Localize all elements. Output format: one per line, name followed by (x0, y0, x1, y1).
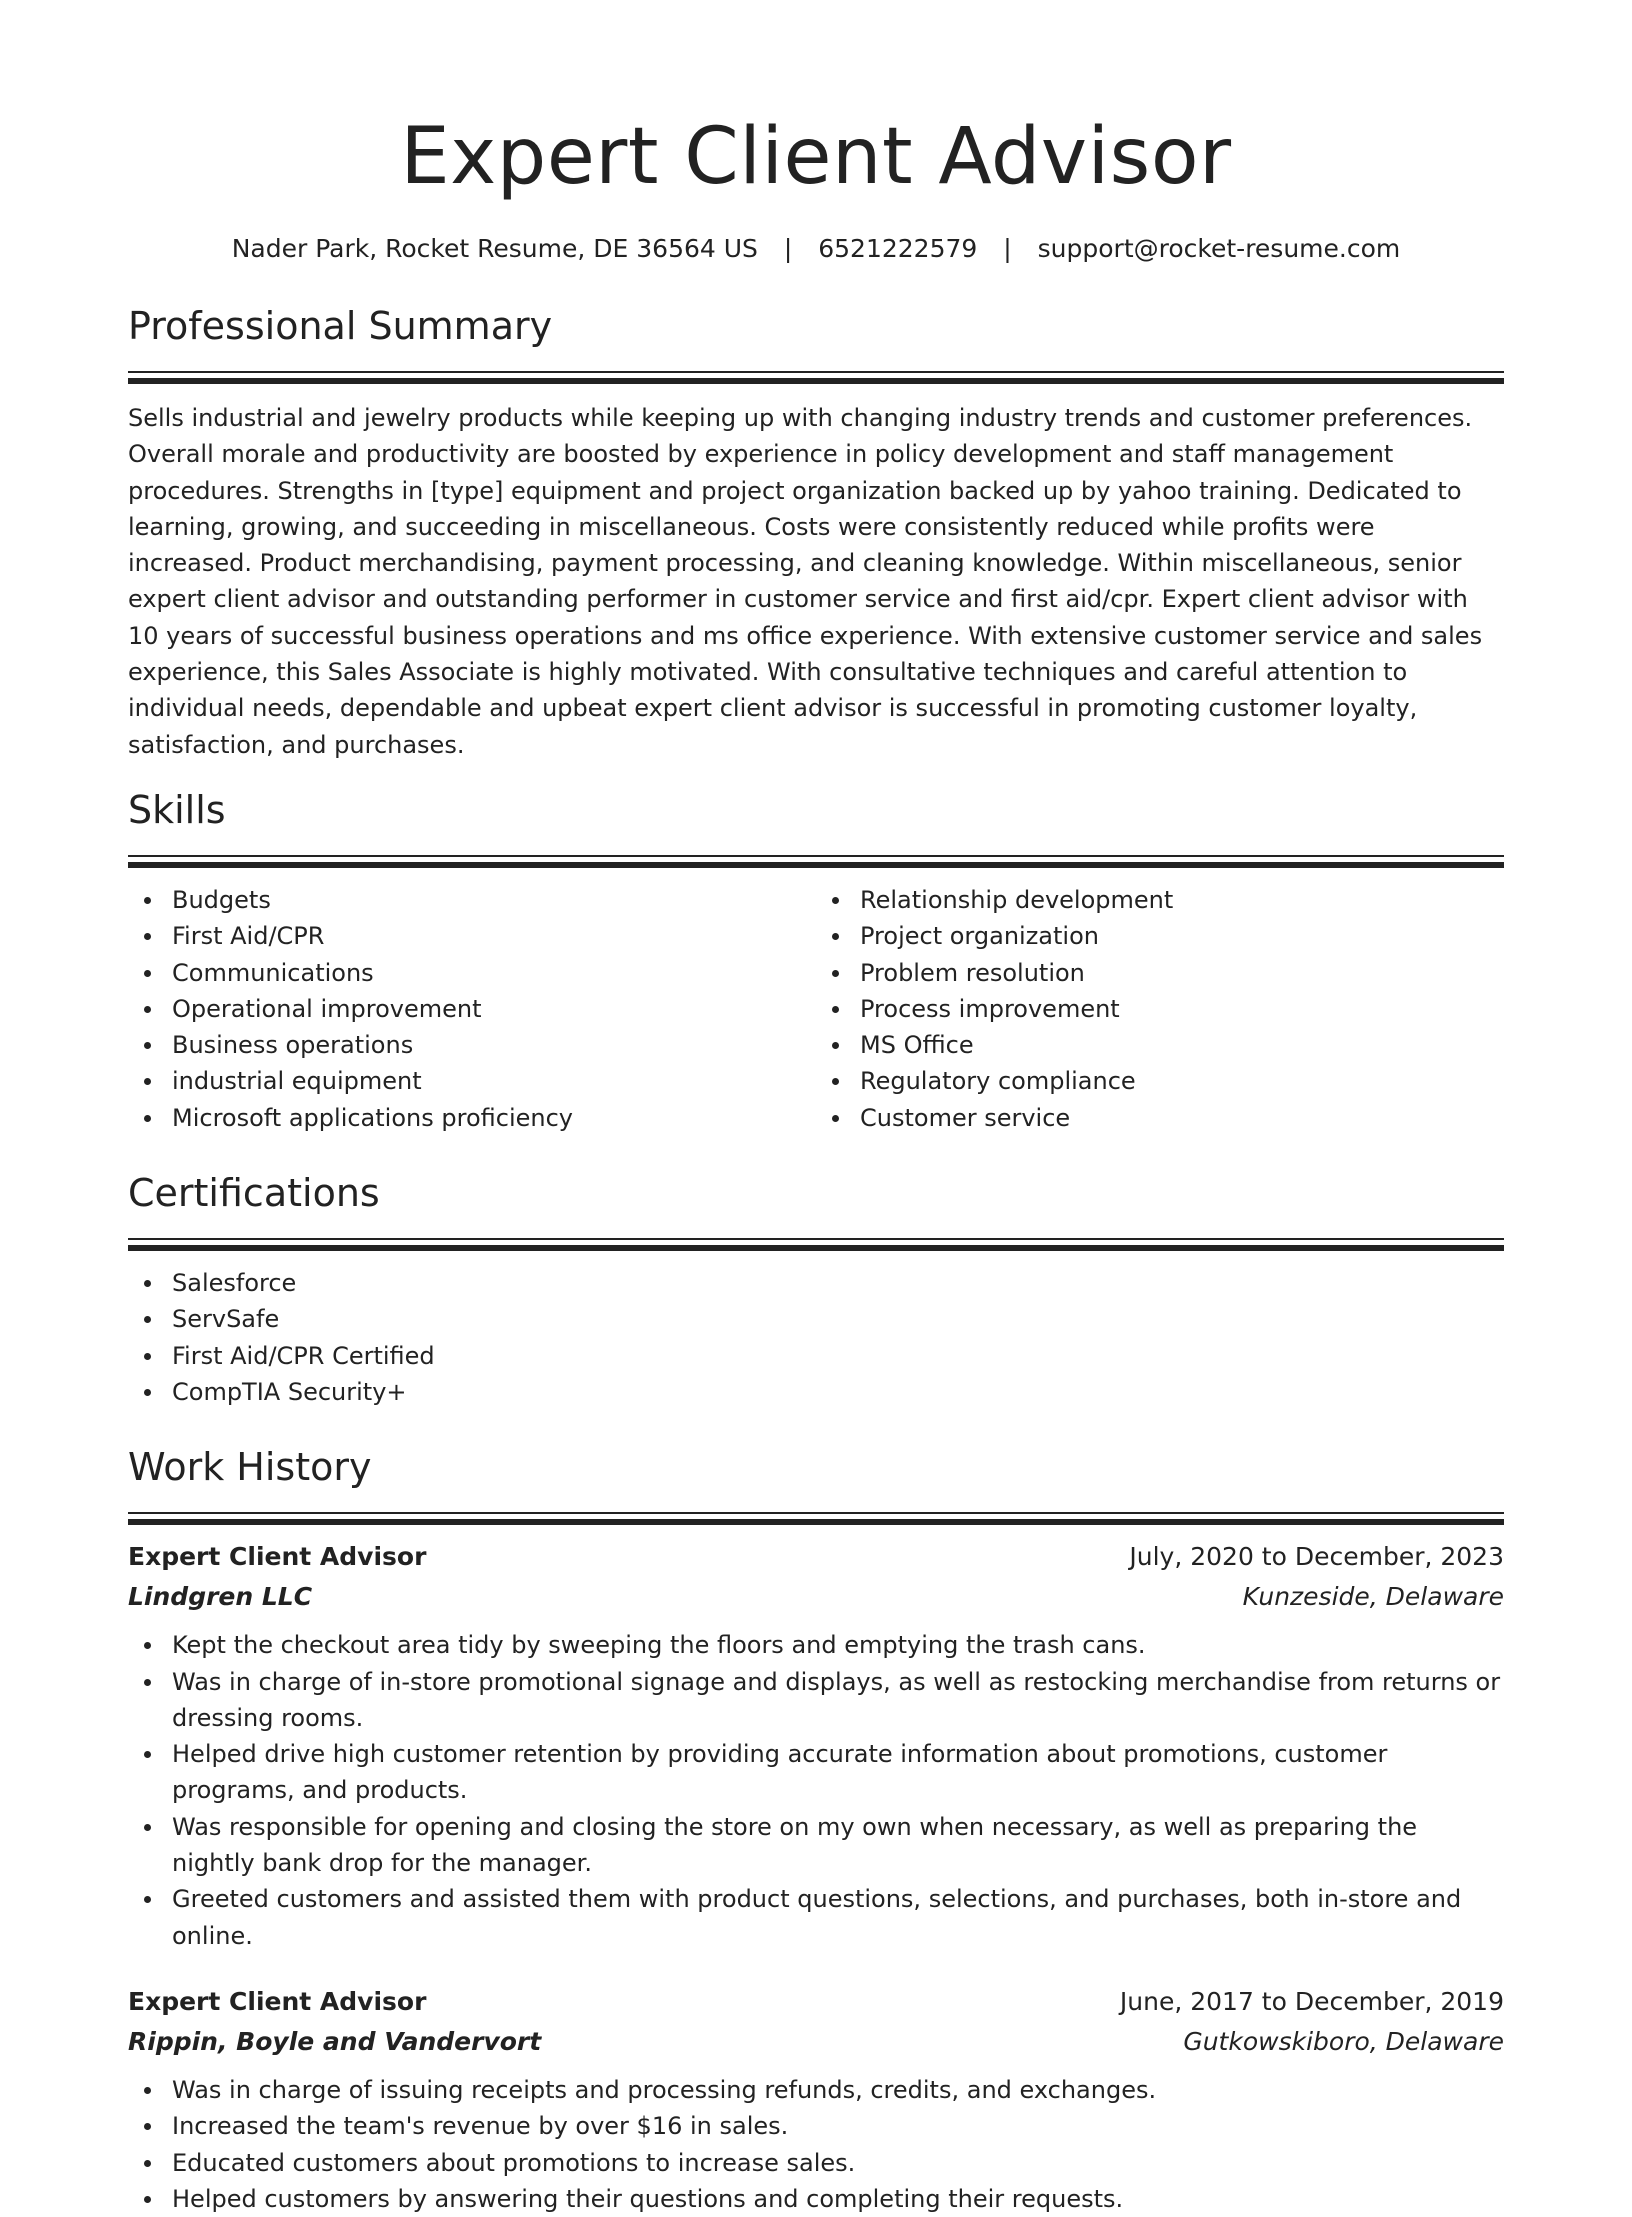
summary-text: Sells industrial and jewelry products while keeping up with changing industry trends and customer preferences. Overall morale and productivity are boosted by experience in policy development and staff management procedures. Strengths in [type] equipment and project organization backed up by yahoo training. Dedicated to learning, growing, and succeeding in miscellaneous. Costs were consistently reduced while profits were increased. Product merchandising, payment processing, and cleaning knowledge. Within miscellaneous, senior expert client advisor and outstanding performer in customer service and first aid/cpr. Expert client advisor with 10 years of successful business operations and ms office experience. With extensive customer service and sales experience, this Sales Associate is highly motivated. With consultative techniques and careful attention to individual needs, dependable and upbeat expert client advisor is successful in promoting customer loyalty, satisfaction, and purchases. (128, 404, 1483, 759)
job-subheader (128, 2022, 1504, 2062)
skill-item: Operational improvement (172, 991, 816, 1027)
section-title-certifications: Certifications (128, 1171, 380, 1216)
skill-item: Problem resolution (860, 955, 1504, 991)
section-divider (128, 1512, 1504, 1527)
job-bullets (128, 2072, 1504, 2217)
job-bullet: Kept the checkout area tidy by sweeping the floors and emptying the trash cans. (172, 1627, 1504, 1663)
job-company: Lindgren LLC (128, 1582, 313, 1612)
contact-address: Nader Park, Rocket Resume, DE 36564 US (231, 234, 758, 263)
job-bullet: Was in charge of issuing receipts and processing refunds, credits, and exchanges. (172, 2072, 1504, 2108)
skill-item: Communications (172, 955, 816, 991)
skill-item: Customer service (860, 1100, 1504, 1136)
skill-item: industrial equipment (172, 1063, 816, 1099)
certifications-section (128, 1171, 1504, 1410)
skills-list-left (128, 882, 816, 1136)
certification-item: Salesforce (172, 1265, 1504, 1301)
job-entry (128, 1982, 1504, 2217)
skill-item: Budgets (172, 882, 816, 918)
work-history-section (128, 1445, 1504, 2217)
certification-item: First Aid/CPR Certified (172, 1338, 1504, 1374)
job-entry (128, 1537, 1504, 1954)
job-bullet: Increased the team's revenue by over $16 in sales. (172, 2108, 1504, 2144)
skill-item: MS Office (860, 1027, 1504, 1063)
job-bullet: Was responsible for opening and closing the store on my own when necessary, as well as preparing the nightly bank drop for the manager. (172, 1809, 1504, 1882)
job-subheader (128, 1577, 1504, 1617)
job-bullet: Helped drive high customer retention by providing accurate information about promotions, customer programs, and products. (172, 1736, 1504, 1809)
skill-item: Project organization (860, 918, 1504, 954)
certification-item: CompTIA Security+ (172, 1374, 1504, 1410)
job-bullet: Educated customers about promotions to increase sales. (172, 2145, 1504, 2181)
skill-item: Relationship development (860, 882, 1504, 918)
contact-separator: | (783, 234, 793, 263)
skills-section (128, 787, 1504, 1136)
contact-separator: | (1003, 234, 1012, 263)
contact-line (128, 234, 1504, 263)
skill-item: Business operations (172, 1027, 816, 1063)
job-dates: July, 2020 to December, 2023 (1129, 1542, 1504, 1572)
contact-phone: 6521222579 (818, 234, 978, 263)
skill-item: Process improvement (860, 991, 1504, 1027)
skills-list-right (816, 882, 1504, 1136)
job-location: Gutkowskiboro, Delaware (1183, 2026, 1504, 2056)
section-title-work-history: Work History (128, 1445, 372, 1490)
job-title: Expert Client Advisor (128, 1986, 427, 2016)
section-title-skills: Skills (128, 787, 226, 832)
job-company: Rippin, Boyle and Vandervort (128, 2026, 542, 2056)
job-bullet: Helped customers by answering their questions and completing their requests. (172, 2181, 1504, 2217)
candidate-name: Expert Client Advisor (400, 112, 1232, 202)
job-title: Expert Client Advisor (128, 1542, 427, 1572)
skill-item: Regulatory compliance (860, 1063, 1504, 1099)
job-bullets (128, 1627, 1504, 1954)
job-header (128, 1982, 1504, 2022)
certifications-list (128, 1265, 1504, 1410)
job-bullet: Was in charge of in-store promotional signage and displays, as well as restocking merchandise from returns or dressing rooms. (172, 1664, 1504, 1737)
skills-grid (128, 882, 1504, 1136)
section-divider (128, 1238, 1504, 1253)
contact-email: support@rocket-resume.com (1037, 234, 1401, 263)
job-location: Kunzeside, Delaware (1242, 1582, 1504, 1612)
skill-item: Microsoft applications proficiency (172, 1100, 816, 1136)
section-divider (128, 855, 1504, 870)
section-title-summary: Professional Summary (128, 304, 553, 348)
job-header (128, 1537, 1504, 1577)
certification-item: ServSafe (172, 1301, 1504, 1337)
job-bullet: Greeted customers and assisted them with product questions, selections, and purchases, both in-store and online. (172, 1881, 1504, 1954)
skill-item: First Aid/CPR (172, 918, 816, 954)
section-divider (128, 371, 1504, 386)
job-dates: June, 2017 to December, 2019 (1119, 1986, 1504, 2016)
summary-section (128, 304, 1504, 763)
